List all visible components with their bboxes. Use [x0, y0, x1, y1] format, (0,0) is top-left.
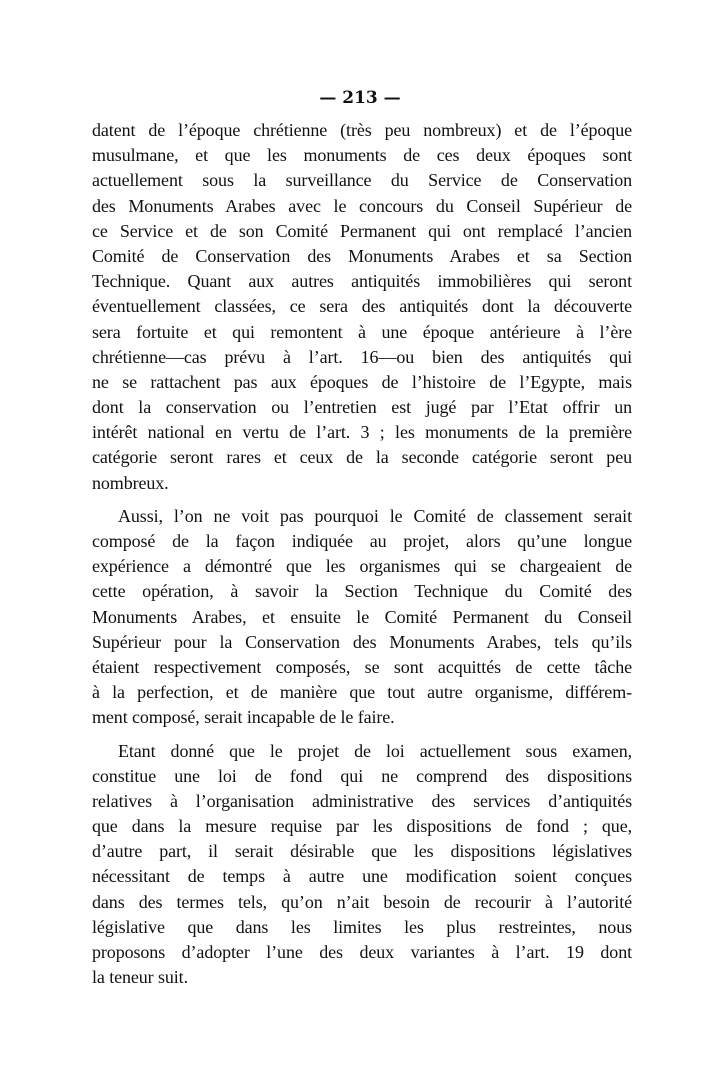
text-line: Aussi, l’on ne voit pas pourquoi le Comité de classement serait	[118, 505, 632, 526]
text-line: sera fortuite et qui remontent à une époque antérieure à l’ère	[92, 321, 632, 342]
text-line: proposons d’adopter l’une des deux variantes à l’art. 19 dont	[92, 942, 632, 962]
text-line: cette opération, à savoir la Section Technique du Comité des	[92, 581, 632, 602]
text-line: éventuellement classées, ce sera des antiquités dont la découverte	[92, 296, 632, 317]
text-line: nombreux.	[92, 472, 169, 493]
text-line: expérience a démontré que les organismes qui se chargeaient de	[92, 556, 632, 577]
text-line: étaient respectivement composés, se sont acquittés de cette tâche	[92, 656, 632, 677]
text-line: Supérieur pour la Conservation des Monuments Arabes, tels qu’ils	[92, 631, 632, 652]
text-line: datent de l’époque chrétienne (très peu nombreux) et de l’époque	[92, 120, 632, 140]
text-line: Monuments Arabes, et ensuite le Comité Permanent du Conseil	[92, 606, 632, 627]
paragraph	[92, 118, 632, 496]
text-line: la teneur suit.	[92, 967, 188, 988]
paragraph	[92, 739, 632, 991]
text-line: ce Service et de son Comité Permanent qui ont remplacé l’ancien	[92, 220, 632, 241]
text-line: nécessitant de temps à autre une modification soient conçues	[92, 866, 632, 887]
paragraph	[92, 504, 632, 731]
text-line: catégorie seront rares et ceux de la seconde catégorie seront peu	[92, 447, 632, 468]
text-line: relatives à l’organisation administrative des services d’antiquités	[92, 790, 632, 811]
text-line: Technique. Quant aux autres antiquités immobilières qui seront	[92, 271, 632, 292]
text-line: dans des termes tels, qu’on n’ait besoin de recourir à l’autorité	[92, 891, 632, 912]
text-line: ment composé, serait incapable de le faire.	[92, 707, 395, 728]
text-line: intérêt national en vertu de l’art. 3 ; les monuments de la première	[92, 422, 632, 443]
text-line: dont la conservation ou l’entretien est jugé par l’Etat offrir un	[92, 397, 632, 418]
text-line: composé de la façon indiquée au projet, alors qu’une longue	[92, 531, 632, 551]
text-line: que dans la mesure requise par les dispositions de fond ; que,	[92, 816, 632, 837]
text-line: actuellement sous la surveillance du Service de Conservation	[92, 170, 632, 191]
text-line: Comité de Conservation des Monuments Arabes et sa Section	[92, 245, 632, 266]
page-number: — 213 —	[319, 88, 401, 108]
text-line: ne se rattachent pas aux époques de l’histoire de l’Egypte, mais	[92, 371, 632, 392]
body-text	[92, 118, 632, 998]
text-line: chrétienne—cas prévu à l’art. 16—ou bien des antiquités qui	[92, 346, 632, 367]
text-line: constitue une loi de fond qui ne comprend des dispositions	[92, 765, 632, 786]
text-line: à la perfection, et de manière que tout autre organisme, différem-	[92, 682, 632, 703]
text-line: d’autre part, il serait désirable que les dispositions législatives	[92, 841, 632, 862]
text-line: Etant donné que le projet de loi actuellement sous examen,	[118, 740, 632, 761]
text-line: des Monuments Arabes avec le concours du Conseil Supérieur de	[92, 195, 632, 216]
text-line: musulmane, et que les monuments de ces deux époques sont	[92, 145, 632, 166]
text-line: législative que dans les limites les plus restreintes, nous	[92, 916, 632, 937]
